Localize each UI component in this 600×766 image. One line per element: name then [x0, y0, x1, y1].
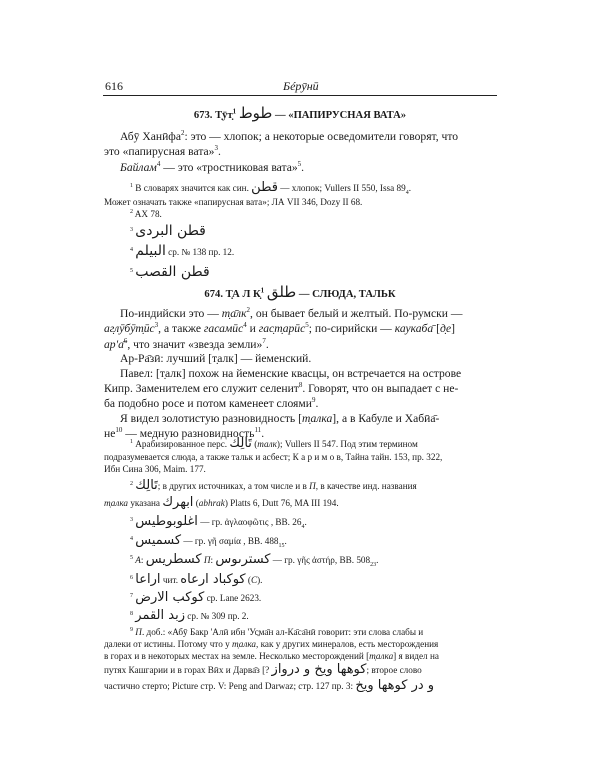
footnote-4: $^4$ كسميس — гр. γῆ σαμία , BB. $488_{15}$. [130, 533, 287, 549]
entry-674-heading: 674. Т̣А Л К̣$^1$ طلق — СЛЮДА, ТАЛЬК [204, 283, 396, 301]
footnote-1-cont: Ибн Сина 306, Maim. 177. [104, 463, 206, 474]
footnote-2: $^2$ تَالِك; в других источниках, а том числе и в П, в качестве инд. названия [130, 478, 417, 494]
footnote-3: $^3$ اغلوبوطيس — гр. ἀγλαοφῶτις , BB. $26_4$. [130, 513, 307, 530]
running-head-author: Бéрӯнӣ [283, 79, 319, 93]
footnote-4: $^4$ البيلم ср. № 138 пр. 12. [130, 242, 235, 259]
paragraph: По-индийски это — $т̣а̄лк^2$, он бывает белый и желтый. По-румски — [120, 306, 463, 320]
entry-673-body [104, 129, 496, 175]
paragraph: Я видел золотистую разновидность [т̣алка], а в Кабуле и Хабӣа̄- [120, 411, 440, 425]
entry-674 [104, 283, 496, 302]
footnote-1: $^1$ В словарях значится как син. قطن — хлопок; Vullers II 550, Issa $89_4$. [130, 180, 411, 196]
paragraph-cont: $не^{10}$ — медную разновидность$^{11}$. [104, 426, 265, 441]
entry-674-footnotes [104, 436, 496, 695]
footnote-1-cont: подразумевается слюда, а также тальк и асбест; К а р и м о в, Тайна тайн. 153, пр. 322, [104, 452, 443, 463]
footnote-5: $^5$ قطن القصب [130, 264, 210, 281]
footnote-2-cont: т̣алка указана ابهرك (abhrak) Platts 6, Dutt 76, MA III 194. [104, 494, 339, 510]
footnote-2: $^2$ AX 78. [130, 208, 162, 219]
header-rule [103, 95, 497, 96]
footnote-6: $^6$ اراعا чит. كوكباد ارعاه (C). [130, 571, 263, 587]
paragraph-cont: это «папирусная вата»$^3$. [104, 144, 221, 159]
footnote-7: $^7$ كوكب الارض ср. Lane 2623. [130, 589, 262, 605]
entry-674-body [104, 306, 496, 442]
paragraph: Ар-Ра̄зӣ: лучший [т̣алк] — йеменский. [120, 352, 312, 366]
footnote-9-cont: далеки от истины. Потому что у т̣алка, как у других минералов, есть месторождения [104, 639, 439, 650]
paragraph-cont: Кипр. Заменителем его служит селенит$^8$. Говорят, что он выпадает с не- [104, 381, 459, 395]
footnote-5: $^5$ A: كسطريس П: كسترىوس — гр. γῆς ἀστήρ, BB. $508_{23}$. [130, 552, 379, 569]
paragraph: Абӯ Ханӣфа$^2$: это — хлопок; а некоторые осведомители говорят, что [120, 129, 459, 143]
footnote-3: $^3$ قطن البردى [130, 223, 206, 240]
footnote-1: $^1$ Арабизированное перс. تَالِك (талк); Vullers II 547. Под этим термином [130, 436, 418, 451]
footnote-9: $^9$ П. доб.: «Абӯ Бакр 'Алӣ ибн 'Ус̱ма̄н ал-Ка̄са̄нӣ говорит: эти слова слабы и [130, 627, 424, 638]
entry-673 [104, 104, 496, 123]
paragraph-cont: ар'а̄$^6$, что значит «звезда земли»$^7$. [104, 336, 269, 351]
entry-673-heading: 673. Т̣ӯт̣$^1$ طوط — «ПАПИРУСНАЯ ВАТА» [193, 104, 407, 122]
footnote-8: $^8$ زبد القمر ср. № 309 пр. 2. [130, 608, 249, 624]
paragraph: Байлам$^4$ — это «тростниковая вата»$^5$. [120, 159, 305, 174]
paragraph-cont: $аг̣лӯбӯт̣ӣс^3$, а также гасамӣс$^4$ и гас̣т̣арӣс$^5$; по-сирийски — каукаба̄ [д̣е] [104, 321, 455, 336]
page-number: 616 [105, 79, 123, 93]
paragraph-cont: ба подобно росе и потом каменеет слоями$^9$. [104, 396, 319, 411]
entry-673-footnotes [104, 180, 496, 282]
footnote-9-cont: частично стерто; Picture стр. V: Peng and Darwaz; стр. 127 пр. 3: و در كوهها ويخ [104, 678, 435, 694]
paragraph: Павел: [т̣алк] похож на йеменские квасцы, он встречается на острове [120, 366, 462, 380]
footnote-9-cont: путях Кашгарии и в горах Вӣх и Дарва̄з [? كوهها ويخ و درواز; второе слово [104, 662, 422, 678]
footnote-9-cont: в горах и в некоторых местах на земле. Несколько месторождений [т̣алка] я видел на [104, 650, 439, 661]
footnote-1-cont: Может означать также «папирусная вата»; ЛА VII 346, Dozy II 68. [104, 197, 363, 208]
